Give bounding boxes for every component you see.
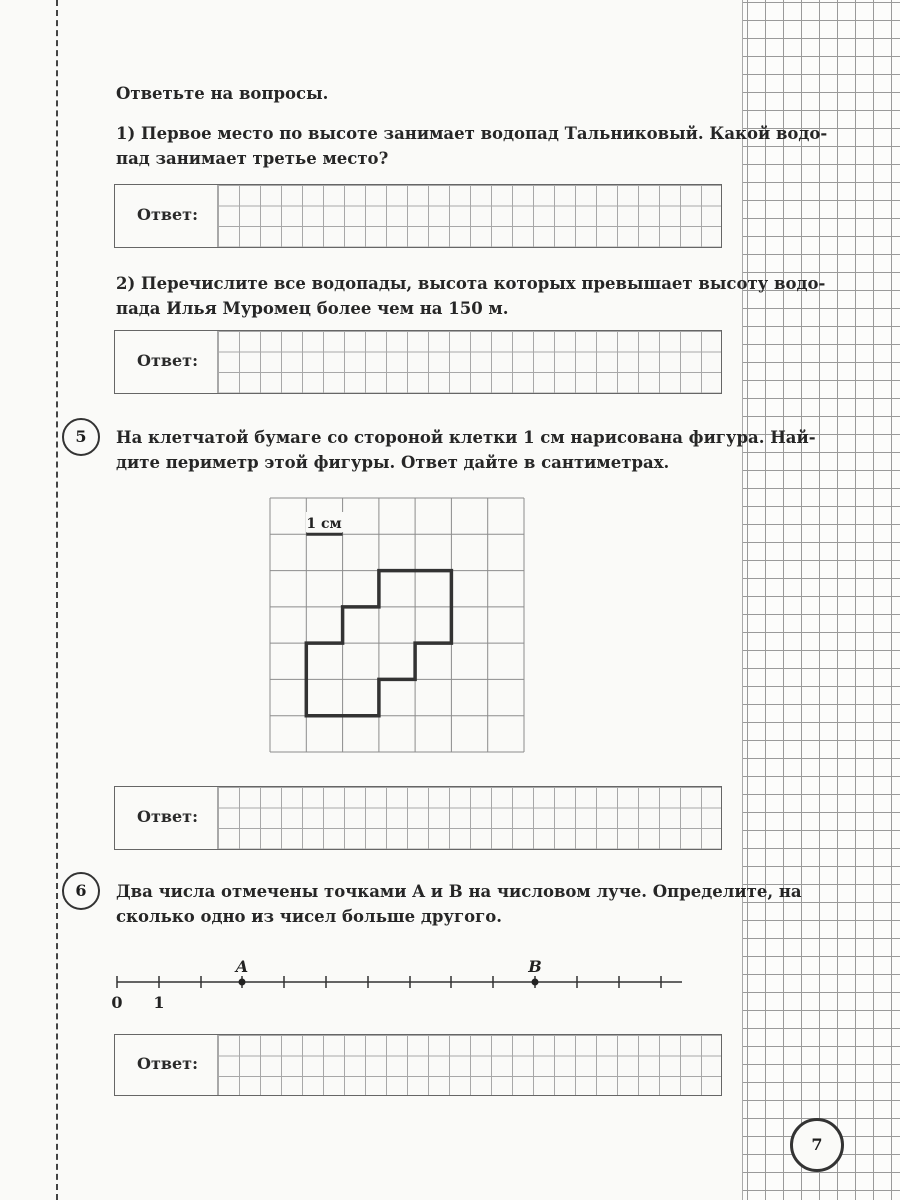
- intro-text: Ответьте на вопросы.: [116, 84, 329, 103]
- task-6-line-1: Два числа отмечены точками A и B на числовом луче. Определите, на: [116, 882, 802, 901]
- page-number: 7: [790, 1118, 844, 1172]
- label-b: B: [528, 957, 542, 976]
- answer-cells[interactable]: [217, 331, 721, 393]
- task-5-line-1: На клетчатой бумаге со стороной клетки 1 см нарисована фигура. Най-: [116, 428, 816, 447]
- margin-grid: [742, 0, 900, 1200]
- task-6-line-2: сколько одно из чисел больше другого.: [116, 907, 502, 926]
- scale-label: 1 см: [306, 516, 342, 532]
- answer-box-2[interactable]: [114, 330, 722, 394]
- question-2-line-2: пада Илья Муромец более чем на 150 м.: [116, 299, 509, 318]
- task-number-6: 6: [62, 872, 100, 910]
- answer-cells[interactable]: [217, 185, 721, 247]
- label-one: 1: [153, 993, 165, 1012]
- answer-box-5[interactable]: [114, 786, 722, 850]
- cut-line: [56, 0, 58, 1200]
- answer-box-6[interactable]: [114, 1034, 722, 1096]
- number-ray: [100, 950, 700, 1020]
- question-2-line-1: 2) Перечислите все водопады, высота которых превышает высоту водо-: [116, 274, 826, 293]
- task-number-5: 5: [62, 418, 100, 456]
- question-1-line-2: пад занимает третье место?: [116, 149, 389, 168]
- answer-cells[interactable]: [217, 1035, 721, 1095]
- answer-label: Ответ:: [137, 205, 198, 224]
- question-1-line-1: 1) Первое место по высоте занимает водопад Тальниковый. Какой водо-: [116, 124, 828, 143]
- task-5-line-2: дите периметр этой фигуры. Ответ дайте в сантиметрах.: [116, 453, 670, 472]
- label-zero: 0: [111, 993, 123, 1012]
- answer-label: Ответ:: [137, 351, 198, 370]
- grid-figure: [262, 490, 534, 762]
- point-a: [239, 979, 246, 986]
- answer-label: Ответ:: [137, 1054, 198, 1073]
- answer-cells[interactable]: [217, 787, 721, 849]
- point-b: [532, 979, 539, 986]
- label-a: A: [235, 957, 249, 976]
- answer-label: Ответ:: [137, 807, 198, 826]
- answer-box-1[interactable]: [114, 184, 722, 248]
- grid-lines: [270, 498, 524, 752]
